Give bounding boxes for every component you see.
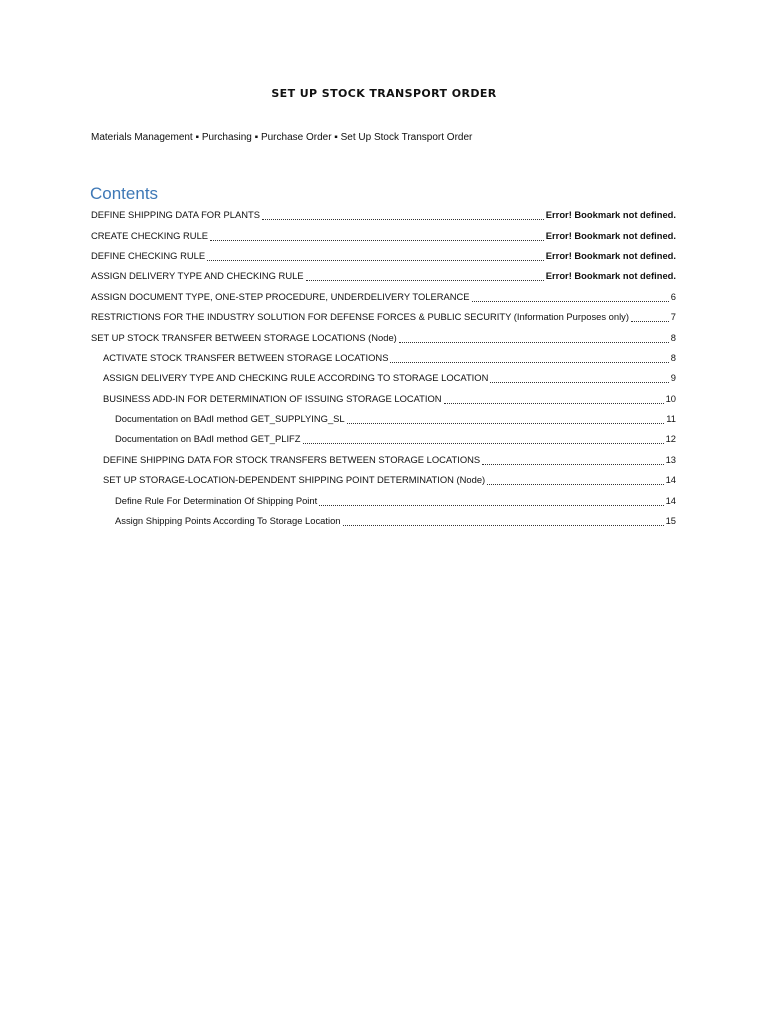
toc-entry[interactable]	[91, 470, 676, 490]
toc-page-number: 14	[665, 494, 676, 506]
toc-entry-title: DEFINE SHIPPING DATA FOR STOCK TRANSFERS BETWEEN STORAGE LOCATIONS	[103, 453, 481, 465]
toc-dot-leader	[343, 524, 664, 526]
toc-entry-title: ASSIGN DOCUMENT TYPE, ONE-STEP PROCEDURE, UNDERDELIVERY TOLERANCE	[91, 290, 470, 302]
toc-entry-title: Assign Shipping Points According To Storage Location	[115, 515, 341, 527]
toc-entry[interactable]	[91, 287, 676, 307]
toc-entry[interactable]	[91, 368, 676, 388]
toc-dot-leader	[319, 504, 663, 506]
toc-entry-title: Documentation on BAdI method GET_PLIFZ	[115, 433, 301, 445]
toc-entry[interactable]	[91, 490, 676, 510]
toc-page-number: 11	[666, 413, 676, 425]
toc-page-number: 8	[670, 331, 676, 343]
toc-dot-leader	[631, 320, 669, 322]
toc-page-number: 8	[670, 351, 676, 363]
toc-dot-leader	[262, 218, 544, 220]
toc-page-number: 9	[670, 372, 676, 384]
toc-page-number: Error! Bookmark not defined.	[545, 209, 676, 221]
toc-entry-title: RESTRICTIONS FOR THE INDUSTRY SOLUTION FOR DEFENSE FORCES & PUBLIC SECURITY (Information Purposes only)	[91, 311, 629, 323]
toc-entry[interactable]	[91, 307, 676, 327]
toc-entry-title: Define Rule For Determination Of Shipping Point	[115, 494, 318, 506]
toc-dot-leader	[207, 259, 544, 261]
toc-dot-leader	[399, 341, 669, 343]
toc-entry-title: BUSINESS ADD-IN FOR DETERMINATION OF ISSUING STORAGE LOCATION	[103, 392, 442, 404]
toc-dot-leader	[472, 300, 669, 302]
toc-entry[interactable]	[91, 409, 676, 429]
contents-heading: Contents	[90, 184, 159, 203]
toc-page-number: 7	[670, 311, 676, 323]
toc-dot-leader	[303, 442, 664, 444]
toc-entry-title: Documentation on BAdI method GET_SUPPLYING_SL	[115, 413, 345, 425]
toc-entry-title: CREATE CHECKING RULE	[91, 229, 209, 241]
toc-entry[interactable]	[91, 246, 676, 266]
toc-dot-leader	[482, 463, 663, 465]
toc-entry[interactable]	[91, 327, 676, 347]
toc-entry[interactable]	[91, 511, 676, 531]
toc-dot-leader	[444, 402, 664, 404]
toc-dot-leader	[390, 361, 668, 363]
toc-page-number: Error! Bookmark not defined.	[545, 270, 676, 282]
toc-entry[interactable]	[91, 348, 676, 368]
toc-page-number: 12	[665, 433, 676, 445]
toc-entry-title: DEFINE SHIPPING DATA FOR PLANTS	[91, 209, 260, 221]
toc-dot-leader	[487, 483, 663, 485]
toc-page-number: 15	[665, 515, 676, 527]
toc-entry[interactable]	[91, 205, 676, 225]
toc-page-number: 6	[670, 290, 676, 302]
toc-entry-title: SET UP STORAGE-LOCATION-DEPENDENT SHIPPING POINT DETERMINATION (Node)	[103, 474, 486, 486]
toc-dot-leader	[306, 279, 544, 281]
toc-dot-leader	[210, 239, 544, 241]
toc-page-number: Error! Bookmark not defined.	[545, 229, 676, 241]
toc-entry-title: SET UP STOCK TRANSFER BETWEEN STORAGE LOCATIONS (Node)	[91, 331, 397, 343]
toc-entry[interactable]	[91, 389, 676, 409]
toc-entry-title: DEFINE CHECKING RULE	[91, 249, 206, 261]
toc-entry[interactable]	[91, 450, 676, 470]
toc-entry[interactable]	[91, 429, 676, 449]
breadcrumb: Materials Management ▪ Purchasing ▪ Purchase Order ▪ Set Up Stock Transport Order	[91, 132, 473, 143]
toc-page-number: 14	[665, 474, 676, 486]
toc-page-number: 13	[665, 453, 676, 465]
toc-page-number: 10	[665, 392, 676, 404]
toc-page-number: Error! Bookmark not defined.	[545, 249, 676, 261]
page-title: SET UP STOCK TRANSPORT ORDER	[271, 87, 497, 100]
toc-entry-title: ACTIVATE STOCK TRANSFER BETWEEN STORAGE LOCATIONS	[103, 351, 389, 363]
toc-entry-title: ASSIGN DELIVERY TYPE AND CHECKING RULE	[91, 270, 304, 282]
toc-dot-leader	[490, 381, 668, 383]
toc-entry-title: ASSIGN DELIVERY TYPE AND CHECKING RULE ACCORDING TO STORAGE LOCATION	[103, 372, 489, 384]
toc-entry[interactable]	[91, 225, 676, 245]
toc-dot-leader	[347, 422, 665, 424]
toc-entry[interactable]	[91, 266, 676, 286]
table-of-contents	[91, 205, 676, 531]
